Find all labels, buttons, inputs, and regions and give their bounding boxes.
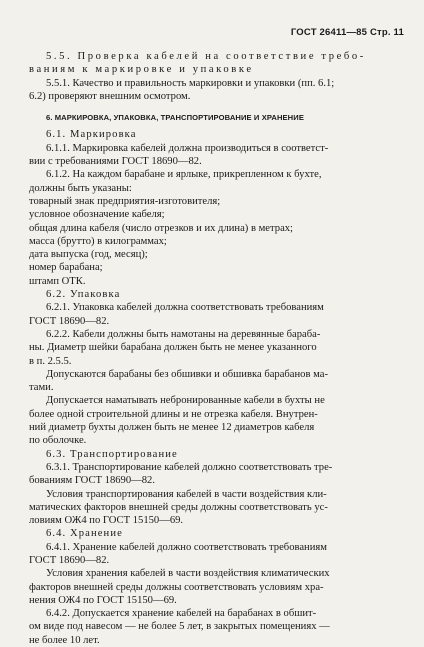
subsection-heading: 6.4. Хранение <box>46 528 123 540</box>
subsection-heading: 6.2. Упаковка <box>46 289 121 301</box>
paragraph-line: ГОСТ 18690—82. <box>29 554 110 566</box>
paragraph-line: 5.5.1. Качество и правильность маркировки и упаковки (пп. 6.1; <box>46 77 335 89</box>
paragraph-line: ний диаметр бухты должен быть не менее 12 диаметров кабеля <box>29 422 315 434</box>
paragraph-line: ловиям ОЖ4 по ГОСТ 15150—69. <box>29 515 184 527</box>
paragraph-line: более одной строительной длины и не отрезка кабеля. Внутрен- <box>29 408 318 420</box>
paragraph-line: 6.2.2. Кабели должны быть намотаны на деревянные бараба- <box>46 328 321 340</box>
paragraph-line: 6.4.1. Хранение кабелей должно соответствовать требованиям <box>46 541 327 553</box>
paragraph-line: Условия хранения кабелей в части воздействия климатических <box>46 568 330 580</box>
paragraph-line: Допускается наматывать небронированные кабели в бухты не <box>46 395 325 407</box>
paragraph-line: по оболочке. <box>29 435 87 447</box>
paragraph-line: матических факторов внешней среды должны соответствовать ус- <box>29 501 328 513</box>
paragraph-line: ваниям к маркировке и упаковке <box>29 64 254 76</box>
paragraph-line: 6.1.1. Маркировка кабелей должна производиться в соответст- <box>46 142 329 154</box>
paragraph-line: должны быть указаны: <box>29 182 132 194</box>
paragraph-line: Допускаются барабаны без обшивки и обшивка барабанов ма- <box>46 368 328 380</box>
paragraph-line: ны. Диаметр шейки барабана должен быть не менее указанного <box>29 342 317 354</box>
paragraph-line: 6.4.2. Допускается хранение кабелей на барабанах в обшит- <box>46 608 317 620</box>
paragraph-line: ГОСТ 18690—82. <box>29 315 110 327</box>
paragraph-line: нения ОЖ4 по ГОСТ 15150—69. <box>29 594 177 606</box>
list-line: штамп ОТК. <box>29 275 86 287</box>
list-line: дата выпуска (год, месяц); <box>29 249 148 261</box>
page-header: ГОСТ 26411—85 Стр. 11 <box>290 27 404 38</box>
list-line: общая длина кабеля (число отрезков и их длина) в метрах; <box>29 222 294 234</box>
paragraph-line: 6.2.1. Упаковка кабелей должна соответствовать требованиям <box>46 302 324 314</box>
paragraph-line: 6.2) проверяют внешним осмотром. <box>29 90 191 102</box>
paragraph-line: ом виде под навесом — не более 5 лет, в закрытых помещениях — <box>29 621 330 633</box>
paragraph-line: Условия транспортирования кабелей в части воздействия кли- <box>46 488 327 500</box>
paragraph-line: тами. <box>29 382 54 394</box>
subsection-heading: 6.1. Маркировка <box>46 129 137 141</box>
paragraph-line: факторов внешней среды должны соответствовать условиям хра- <box>29 581 324 593</box>
list-line: условное обозначение кабеля; <box>29 209 165 221</box>
paragraph-line: 6.3.1. Транспортирование кабелей должно соответствовать тре- <box>46 461 333 473</box>
list-line: товарный знак предприятия-изготовителя; <box>29 195 221 207</box>
list-line: масса (брутто) в килограммах; <box>29 235 167 247</box>
paragraph-line: не более 10 лет. <box>29 634 100 646</box>
paragraph-line: в п. 2.5.5. <box>29 355 72 367</box>
document-body <box>29 50 399 647</box>
list-line: номер барабана; <box>29 262 103 274</box>
paragraph-line: 5.5. Проверка кабелей на соответствие требо- <box>46 51 366 62</box>
paragraph-line: бованиям ГОСТ 18690—82. <box>29 475 155 487</box>
subsection-heading: 6.3. Транспортирование <box>46 448 178 460</box>
paragraph-line: вии с требованиями ГОСТ 18690—82. <box>29 156 202 168</box>
paragraph-line: 6.1.2. На каждом барабане и ярлыке, прикрепленном к бухте, <box>46 169 322 181</box>
section-heading: 6. МАРКИРОВКА, УПАКОВКА, ТРАНСПОРТИРОВАНИЕ И ХРАНЕНИЕ <box>46 113 304 123</box>
